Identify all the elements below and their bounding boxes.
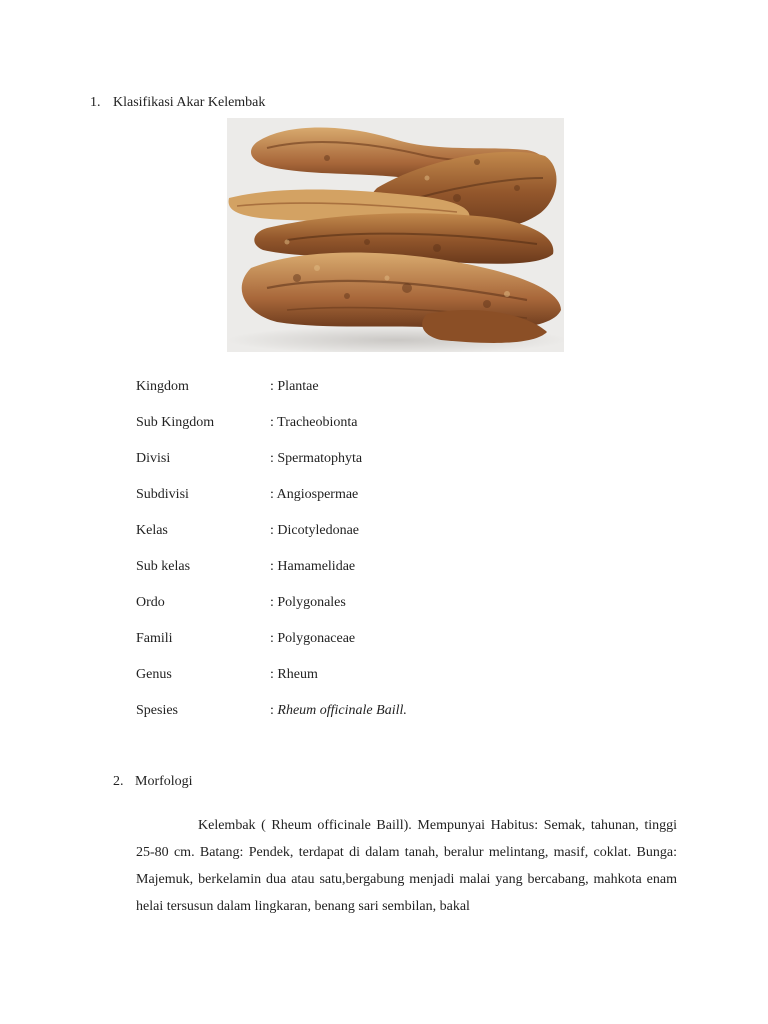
rank-label: Kingdom bbox=[136, 379, 189, 394]
rank-value: : Spermatophyta bbox=[270, 451, 363, 466]
rank-value: : Rheum bbox=[270, 667, 318, 682]
rank-value: : Plantae bbox=[270, 379, 319, 394]
rank-label: Ordo bbox=[136, 595, 165, 610]
rhubarb-root-illustration bbox=[227, 118, 564, 352]
rank-value: : Polygonales bbox=[270, 595, 346, 610]
section-1-number: 1. bbox=[90, 95, 101, 110]
rank-label: Sub Kingdom bbox=[136, 415, 215, 430]
rank-value bbox=[270, 702, 407, 720]
rank-label: Sub kelas bbox=[136, 559, 191, 574]
rank-value-prefix: : bbox=[270, 703, 278, 718]
rank-value: : Polygonaceae bbox=[270, 631, 356, 646]
rank-value: : Angiospermae bbox=[270, 487, 359, 502]
rank-label: Spesies bbox=[136, 703, 178, 718]
rhubarb-root-photo bbox=[227, 118, 564, 352]
section-1-title: Klasifikasi Akar Kelembak bbox=[113, 95, 266, 110]
rank-label: Famili bbox=[136, 631, 173, 646]
rank-label: Genus bbox=[136, 667, 172, 682]
section-2-title: Morfologi bbox=[135, 774, 193, 789]
rank-label: Subdivisi bbox=[136, 487, 189, 502]
species-name: Rheum officinale Baill. bbox=[277, 703, 407, 718]
rank-value: : Hamamelidae bbox=[270, 559, 356, 574]
rank-label: Divisi bbox=[136, 451, 171, 466]
morphology-paragraph: Kelembak ( Rheum officinale Baill). Mempunyai Habitus: Semak, tahunan, tinggi 25-80 cm. Batang: Pendek, terdapat di dalam tanah, beralur melintang, masif, coklat. Bunga: Majemuk, berkelamin dua atau satu,bergabung menjadi malai yang bercabang, mahkota enam helai tersusun dalam lingkaran, benang sari sembilan, bakal bbox=[136, 818, 677, 914]
section-2-number: 2. bbox=[113, 774, 124, 789]
section-2-heading bbox=[113, 773, 193, 791]
rank-value: : Tracheobionta bbox=[270, 415, 358, 430]
section-1-heading bbox=[90, 94, 265, 112]
rank-label: Kelas bbox=[136, 523, 168, 538]
rank-value: : Dicotyledonae bbox=[270, 523, 360, 538]
